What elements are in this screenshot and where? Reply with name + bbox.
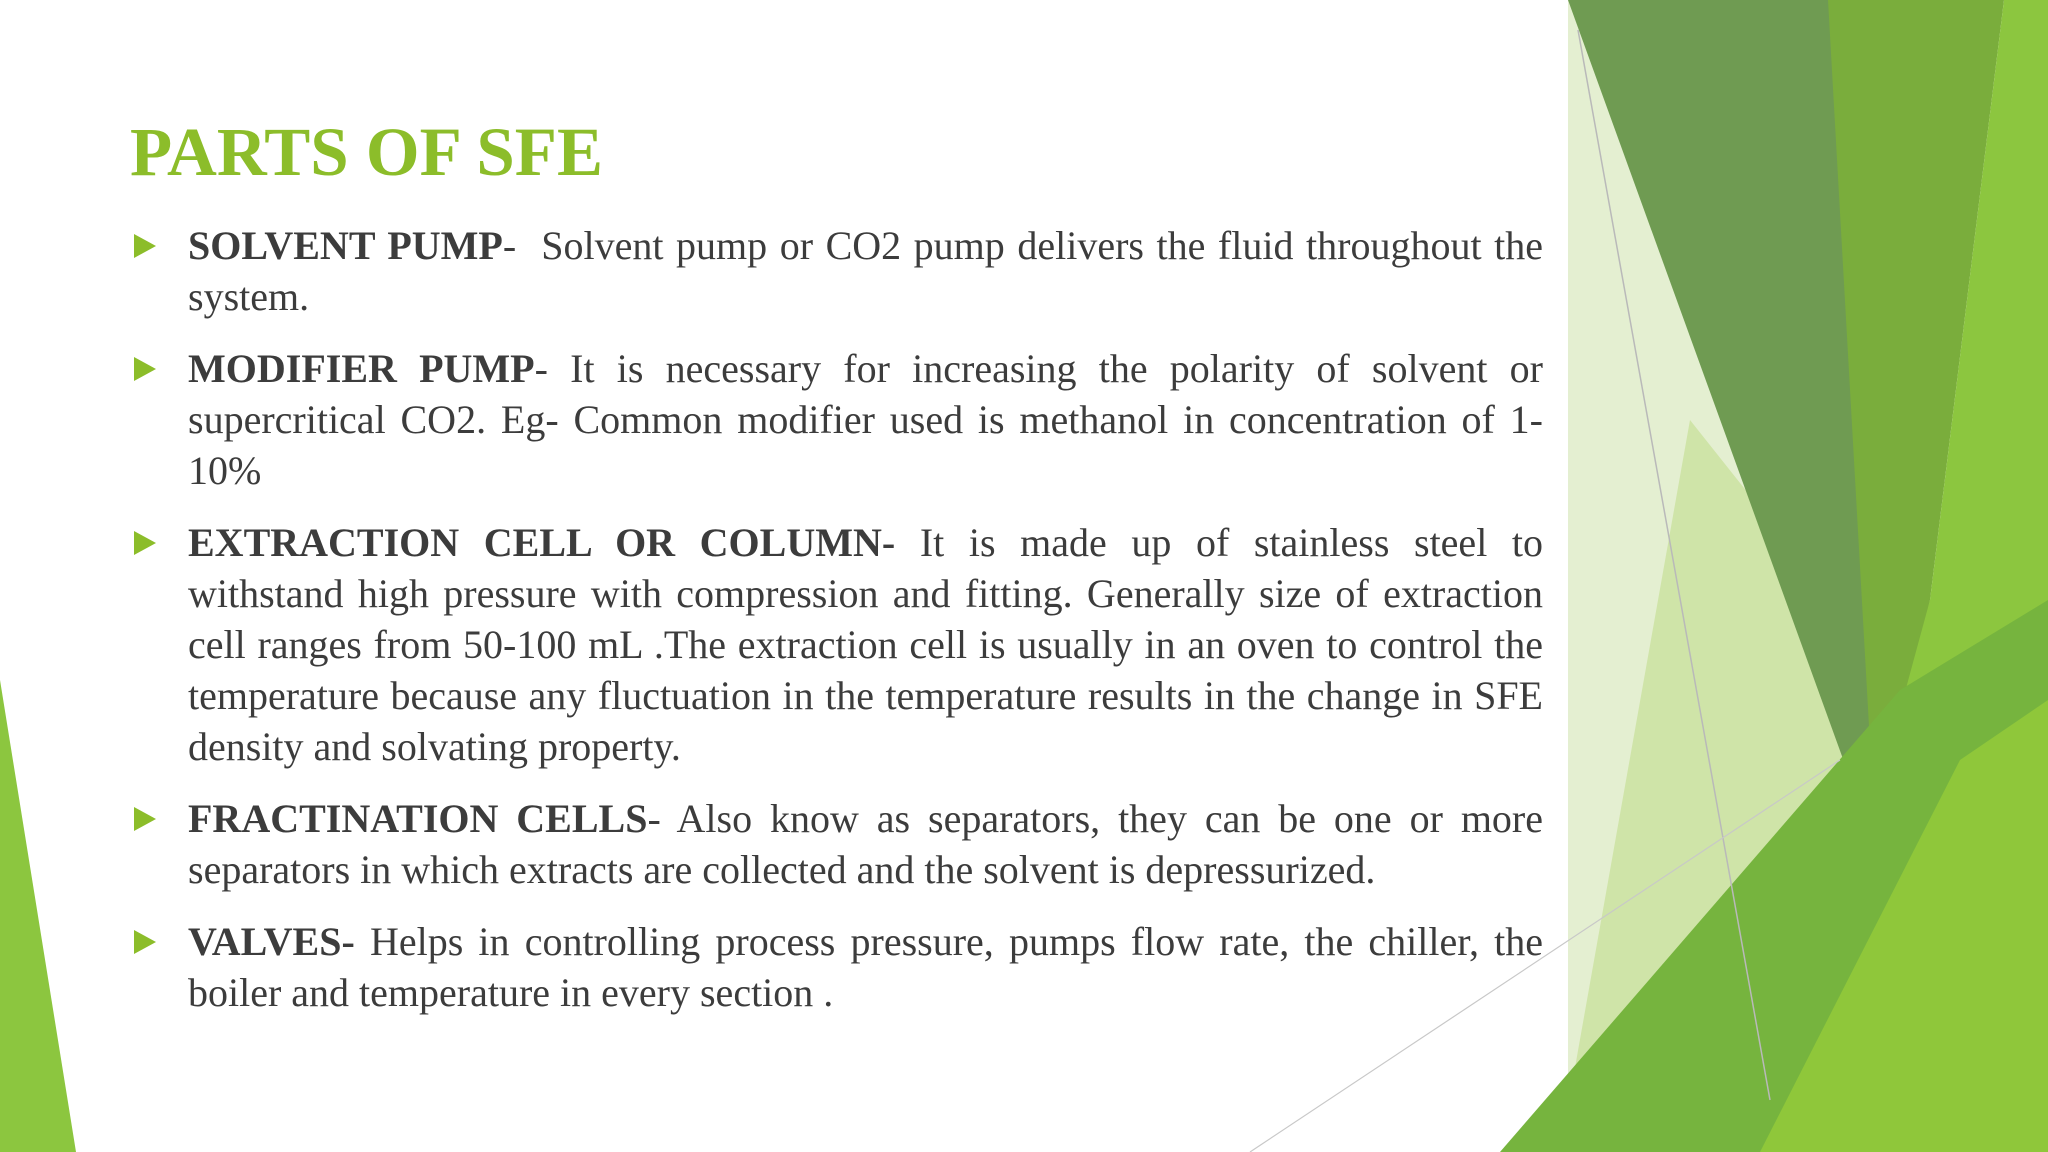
- bullet-separator: -: [534, 346, 571, 391]
- bullet-separator: -: [502, 223, 542, 268]
- bullet-text: Helps in controlling process pressure, pumps flow rate, the chiller, the boiler and temperature in every section .: [188, 919, 1544, 1015]
- left-green-sliver: [0, 680, 76, 1152]
- bullet-list: [130, 220, 1543, 1039]
- bullet-term: VALVES-: [188, 919, 355, 964]
- bullet-text: Also know as separators, they can be one or more separators in which extracts are collected and the solvent is depressurized.: [188, 796, 1544, 892]
- bullet-item-solvent-pump: [130, 220, 1543, 322]
- bullet-item-modifier-pump: [130, 343, 1543, 496]
- bullet-term: MODIFIER PUMP: [188, 346, 535, 391]
- bullet-separator: [355, 919, 370, 964]
- bullet-separator: [895, 520, 920, 565]
- bullet-item-fractination-cells: [130, 793, 1543, 895]
- triangle-arrow-icon: [134, 807, 156, 831]
- bullet-term: SOLVENT PUMP: [188, 223, 503, 268]
- triangle-arrow-icon: [134, 234, 156, 258]
- bullet-text: It is necessary for increasing the polarity of solvent or supercritical CO2. Eg- Common modifier used is methanol in concentration of 1-10%: [188, 346, 1543, 493]
- bullet-item-valves: [130, 916, 1543, 1018]
- bullet-text: It is made up of stainless steel to withstand high pressure with compression and fitting. Generally size of extraction cell ranges from 50-100 mL .The extraction cell is usually in an oven to control the temperature because any fluctuation in the temperature results in the change in SFE density and solvating property.: [188, 520, 1544, 769]
- slide-title: PARTS OF SFE: [130, 114, 603, 190]
- triangle-arrow-icon: [134, 531, 156, 555]
- triangle-arrow-icon: [134, 357, 156, 381]
- bullet-item-extraction-cell: [130, 517, 1543, 772]
- bullet-term: EXTRACTION CELL OR COLUMN-: [188, 520, 896, 565]
- triangle-arrow-icon: [134, 930, 156, 954]
- bullet-separator: -: [647, 796, 677, 841]
- bullet-term: FRACTINATION CELLS: [188, 796, 648, 841]
- bullet-text: Solvent pump or CO2 pump delivers the fluid throughout the system.: [188, 223, 1543, 319]
